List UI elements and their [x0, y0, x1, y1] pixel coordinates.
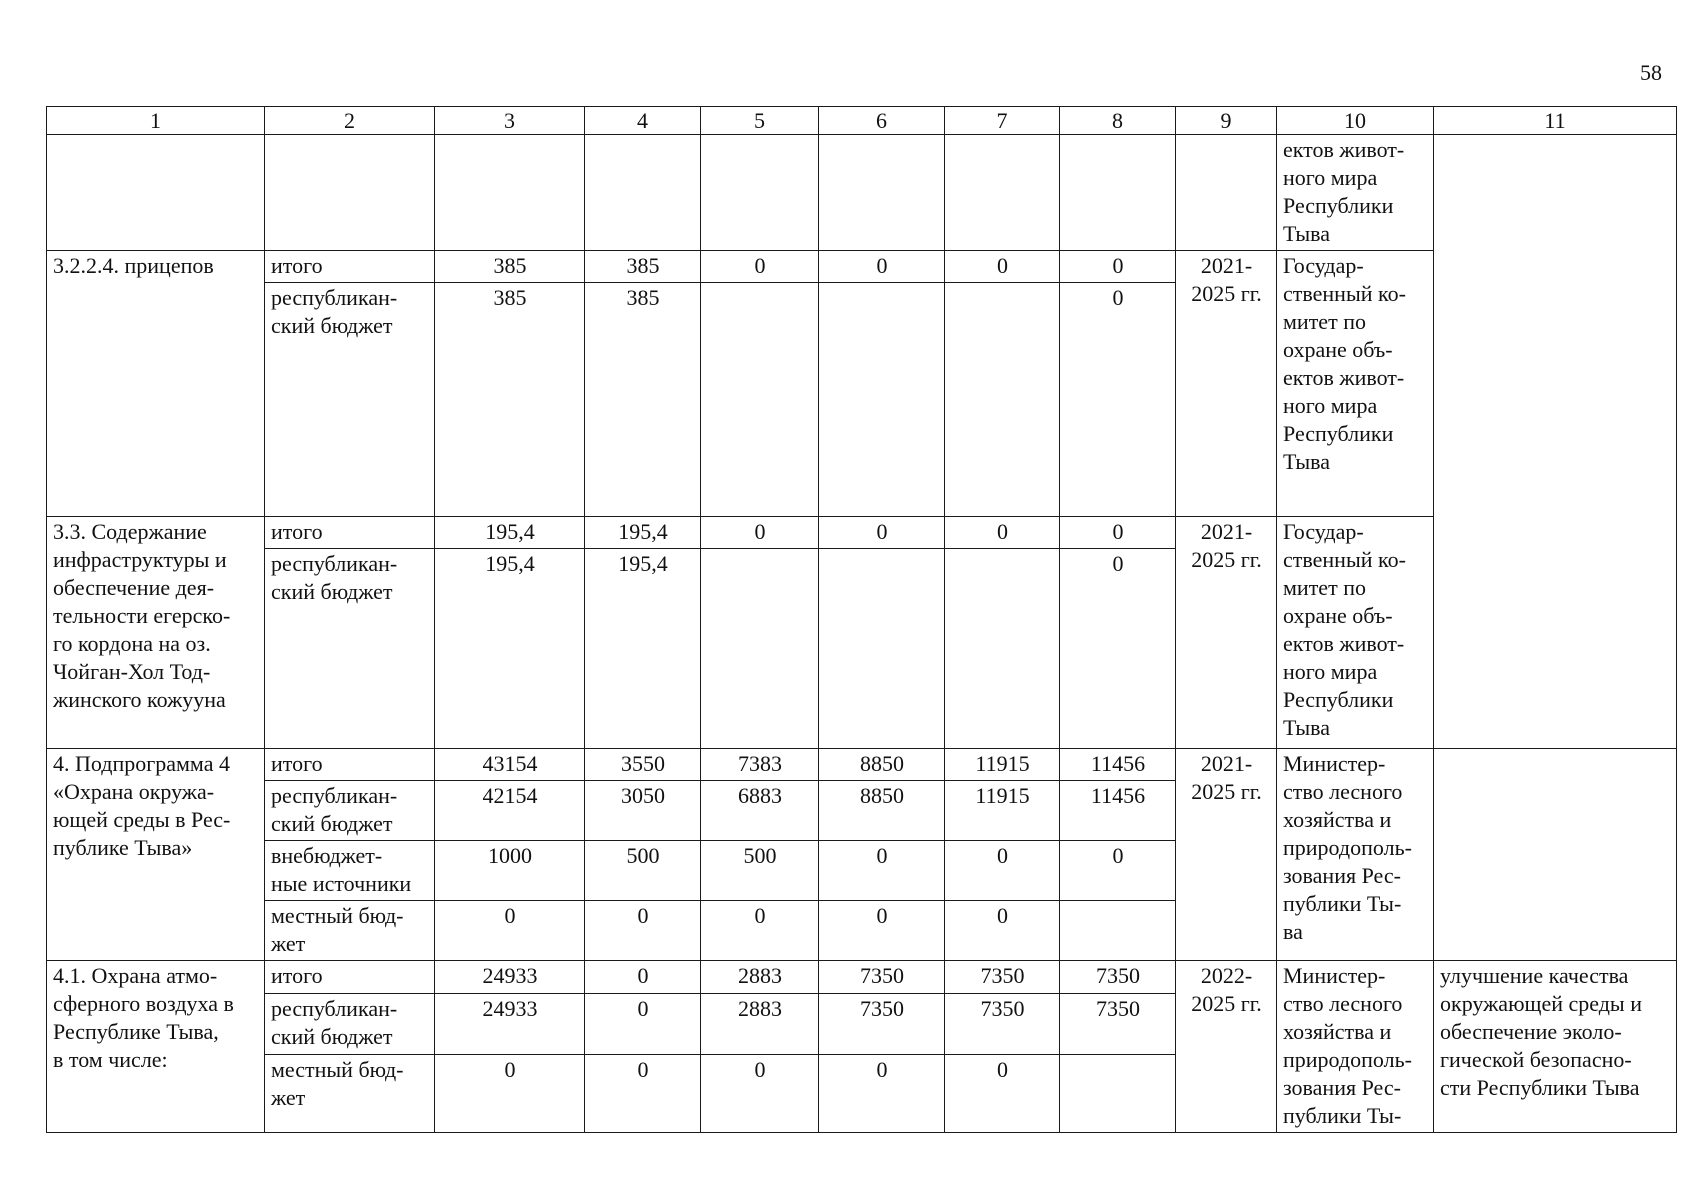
value-col6: 7350 — [819, 961, 945, 994]
text-line: го кордона на оз. — [53, 631, 211, 656]
text-line: ский бюджет — [271, 811, 393, 836]
value-col4: 385 — [585, 251, 701, 283]
text-line: ский бюджет — [271, 579, 393, 604]
text-line: природополь- — [1283, 1047, 1412, 1072]
value-col3: 0 — [435, 901, 585, 961]
value-col5: 0 — [701, 517, 819, 549]
row-4-1-itogo — [47, 961, 1677, 994]
value-col5: 0 — [701, 901, 819, 961]
value-col7: 11915 — [945, 781, 1060, 841]
value-col8: 7350 — [1060, 993, 1176, 1054]
text-line: ектов живот- — [1283, 137, 1405, 162]
column-number: 8 — [1060, 107, 1176, 135]
funding-source-cell — [265, 517, 435, 549]
executor-cell — [1277, 251, 1434, 517]
period-cell — [1176, 251, 1277, 517]
value-col6 — [819, 283, 945, 517]
text-line: местный бюд- — [271, 1057, 404, 1082]
text-line: сферного воздуха в — [53, 991, 234, 1016]
text-line: природополь- — [1283, 835, 1412, 860]
value-col8: 0 — [1060, 283, 1176, 517]
value-col6: 0 — [819, 841, 945, 901]
value-col5: 0 — [701, 251, 819, 283]
funding-source-cell — [265, 749, 435, 781]
text-line: 2025 гг. — [1191, 547, 1262, 572]
text-line: 2025 гг. — [1191, 281, 1262, 306]
text-line: республикан- — [271, 551, 398, 576]
text-line: сти Республики Тыва — [1440, 1075, 1640, 1100]
value-col4: 0 — [585, 1055, 701, 1133]
text-line: местный бюд- — [271, 903, 404, 928]
value-col8 — [1060, 1055, 1176, 1133]
text-line: обеспечение эколо- — [1440, 1019, 1622, 1044]
column-number: 9 — [1176, 107, 1277, 135]
text-line: Республики — [1283, 687, 1394, 712]
executor-cell — [1277, 135, 1434, 251]
value-col4: 500 — [585, 841, 701, 901]
text-line: зования Рес- — [1283, 1075, 1401, 1100]
value-col5 — [701, 283, 819, 517]
value-col5: 0 — [701, 1055, 819, 1133]
value-col6: 7350 — [819, 993, 945, 1054]
text-line: в том числе: — [53, 1047, 168, 1072]
value-col6: 8850 — [819, 781, 945, 841]
period-cell — [1176, 749, 1277, 961]
text-line: «Охрана окружа- — [53, 779, 215, 804]
text-line: хозяйства и — [1283, 1019, 1392, 1044]
text-line: Чойган-Хол Тод- — [53, 659, 211, 684]
value-col4: 195,4 — [585, 517, 701, 549]
text-line: ные источники — [271, 871, 412, 896]
text-line: ного мира — [1283, 165, 1378, 190]
row-3-2-2-4-itogo — [47, 251, 1677, 283]
empty-cell — [701, 135, 819, 251]
value-col8: 11456 — [1060, 781, 1176, 841]
text-line: жет — [271, 931, 306, 956]
value-col3: 0 — [435, 1055, 585, 1133]
funding-source-cell — [265, 1055, 435, 1133]
column-number: 4 — [585, 107, 701, 135]
value-col6: 0 — [819, 517, 945, 549]
item-name-cell — [47, 251, 265, 517]
result-cell — [1434, 749, 1677, 961]
text-line: ский бюджет — [271, 1023, 393, 1049]
text-line: митет по — [1283, 575, 1366, 600]
value-col4: 195,4 — [585, 549, 701, 749]
column-number: 6 — [819, 107, 945, 135]
text-line: гической безопасно- — [1440, 1047, 1632, 1072]
value-col7: 11915 — [945, 749, 1060, 781]
value-col8: 0 — [1060, 841, 1176, 901]
text-line: 3.2.2.4. прицепов — [53, 253, 214, 278]
value-col3: 195,4 — [435, 549, 585, 749]
text-line: Республики — [1283, 193, 1394, 218]
text-line: ственный ко- — [1283, 281, 1406, 306]
text-line: ектов живот- — [1283, 365, 1405, 390]
value-col5: 2883 — [701, 993, 819, 1054]
empty-cell — [1060, 135, 1176, 251]
text-line: жет — [271, 1085, 306, 1110]
executor-cell — [1277, 961, 1434, 1133]
empty-cell — [435, 135, 585, 251]
value-col8: 0 — [1060, 549, 1176, 749]
value-col5: 2883 — [701, 961, 819, 994]
value-col3: 385 — [435, 251, 585, 283]
text-line: Тыва — [1283, 715, 1330, 740]
text-line: улучшение качества — [1440, 963, 1629, 988]
text-line: Государ- — [1283, 519, 1364, 544]
value-col5: 6883 — [701, 781, 819, 841]
empty-cell — [945, 135, 1060, 251]
text-line: инфраструктуры и — [53, 547, 227, 572]
funding-source-cell — [265, 283, 435, 517]
text-line: Государ- — [1283, 253, 1364, 278]
text-line: ственный ко- — [1283, 547, 1406, 572]
value-col8: 0 — [1060, 517, 1176, 549]
text-line: зования Рес- — [1283, 863, 1401, 888]
value-col4: 3050 — [585, 781, 701, 841]
value-col7 — [945, 283, 1060, 517]
empty-cell — [585, 135, 701, 251]
row-4-itogo — [47, 749, 1677, 781]
value-col8: 11456 — [1060, 749, 1176, 781]
text-line: ного мира — [1283, 659, 1378, 684]
text-line: публике Тыва» — [53, 835, 193, 860]
value-col4: 0 — [585, 993, 701, 1054]
text-line: охране объ- — [1283, 603, 1393, 628]
text-line: публики Ты- — [1283, 1103, 1402, 1128]
text-line: ство лесного — [1283, 991, 1403, 1016]
text-line: ство лесного — [1283, 779, 1403, 804]
row-3-3-itogo — [47, 517, 1677, 549]
executor-cell — [1277, 517, 1434, 749]
result-cell — [1434, 961, 1677, 1133]
funding-source-cell — [265, 901, 435, 961]
period-cell — [1176, 961, 1277, 1133]
text-line: 2021- — [1200, 751, 1253, 776]
text-line: ский бюджет — [271, 313, 393, 338]
text-line: Республике Тыва, — [53, 1019, 219, 1044]
funding-source-cell — [265, 251, 435, 283]
value-col5 — [701, 549, 819, 749]
funding-source-cell — [265, 993, 435, 1054]
funding-source-cell — [265, 841, 435, 901]
value-col7 — [945, 549, 1060, 749]
text-line: республикан- — [271, 285, 398, 310]
value-col7: 7350 — [945, 961, 1060, 994]
column-number-row — [47, 107, 1677, 135]
text-line: итого — [271, 751, 323, 776]
text-line: 3.3. Содержание — [53, 519, 207, 544]
empty-cell — [47, 135, 265, 251]
text-line: Тыва — [1283, 449, 1330, 474]
text-line: ного мира — [1283, 393, 1378, 418]
text-line: 4.1. Охрана атмо- — [53, 963, 218, 988]
value-col6: 0 — [819, 1055, 945, 1133]
value-col3: 43154 — [435, 749, 585, 781]
value-col5: 7383 — [701, 749, 819, 781]
text-line: Министер- — [1283, 751, 1386, 776]
executor-cell — [1277, 749, 1434, 961]
value-col4: 0 — [585, 901, 701, 961]
value-col3: 24933 — [435, 961, 585, 994]
text-line: 2025 гг. — [1191, 991, 1262, 1016]
text-line: внебюджет- — [271, 843, 383, 868]
text-line: публики Ты- — [1283, 891, 1402, 916]
item-name-cell — [47, 517, 265, 749]
text-line: ектов живот- — [1283, 631, 1405, 656]
funding-source-cell — [265, 961, 435, 994]
text-line: жинского кожууна — [53, 687, 226, 712]
column-number: 7 — [945, 107, 1060, 135]
column-number: 2 — [265, 107, 435, 135]
value-col6: 8850 — [819, 749, 945, 781]
text-line: 2021- — [1200, 519, 1253, 544]
value-col5: 500 — [701, 841, 819, 901]
text-line: охране объ- — [1283, 337, 1393, 362]
period-cell — [1176, 517, 1277, 749]
column-number: 11 — [1434, 107, 1677, 135]
continuation-row — [47, 135, 1677, 251]
text-line: 2022- — [1200, 963, 1253, 988]
value-col3: 24933 — [435, 993, 585, 1054]
empty-cell — [265, 135, 435, 251]
value-col4: 3550 — [585, 749, 701, 781]
value-col4: 0 — [585, 961, 701, 994]
value-col4: 385 — [585, 283, 701, 517]
text-line: 2021- — [1200, 253, 1253, 278]
text-line: ва — [1283, 919, 1303, 944]
value-col7: 0 — [945, 1055, 1060, 1133]
value-col3: 385 — [435, 283, 585, 517]
page-number: 58 — [1640, 60, 1662, 85]
text-line: республикан- — [271, 995, 398, 1021]
value-col7: 0 — [945, 517, 1060, 549]
value-col3: 42154 — [435, 781, 585, 841]
text-line: хозяйства и — [1283, 807, 1392, 832]
column-number: 3 — [435, 107, 585, 135]
empty-cell — [1176, 135, 1277, 251]
value-col7: 0 — [945, 901, 1060, 961]
text-line: итого — [271, 253, 323, 278]
item-name-cell — [47, 749, 265, 961]
value-col7: 7350 — [945, 993, 1060, 1054]
text-line: итого — [271, 519, 323, 544]
funding-source-cell — [265, 549, 435, 749]
text-line: 2025 гг. — [1191, 779, 1262, 804]
value-col8: 7350 — [1060, 961, 1176, 994]
text-line: итого — [271, 963, 323, 988]
value-col8: 0 — [1060, 251, 1176, 283]
value-col8 — [1060, 901, 1176, 961]
text-line: митет по — [1283, 309, 1366, 334]
program-budget-table — [46, 106, 1677, 1133]
text-line: окружающей среды и — [1440, 991, 1642, 1016]
text-line: 4. Подпрограмма 4 — [53, 751, 230, 776]
column-number: 5 — [701, 107, 819, 135]
text-line: обеспечение дея- — [53, 575, 215, 600]
item-name-cell — [47, 961, 265, 1133]
result-cell — [1434, 135, 1677, 749]
value-col7: 0 — [945, 841, 1060, 901]
text-line: Министер- — [1283, 963, 1386, 988]
column-number: 10 — [1277, 107, 1434, 135]
value-col6: 0 — [819, 901, 945, 961]
text-line: Республики — [1283, 421, 1394, 446]
value-col6 — [819, 549, 945, 749]
value-col6: 0 — [819, 251, 945, 283]
text-line: Тыва — [1283, 221, 1330, 246]
value-col7: 0 — [945, 251, 1060, 283]
text-line: республикан- — [271, 783, 398, 808]
value-col3: 1000 — [435, 841, 585, 901]
empty-cell — [819, 135, 945, 251]
text-line: тельности егерско- — [53, 603, 231, 628]
funding-source-cell — [265, 781, 435, 841]
column-number: 1 — [47, 107, 265, 135]
value-col3: 195,4 — [435, 517, 585, 549]
text-line: ющей среды в Рес- — [53, 807, 231, 832]
